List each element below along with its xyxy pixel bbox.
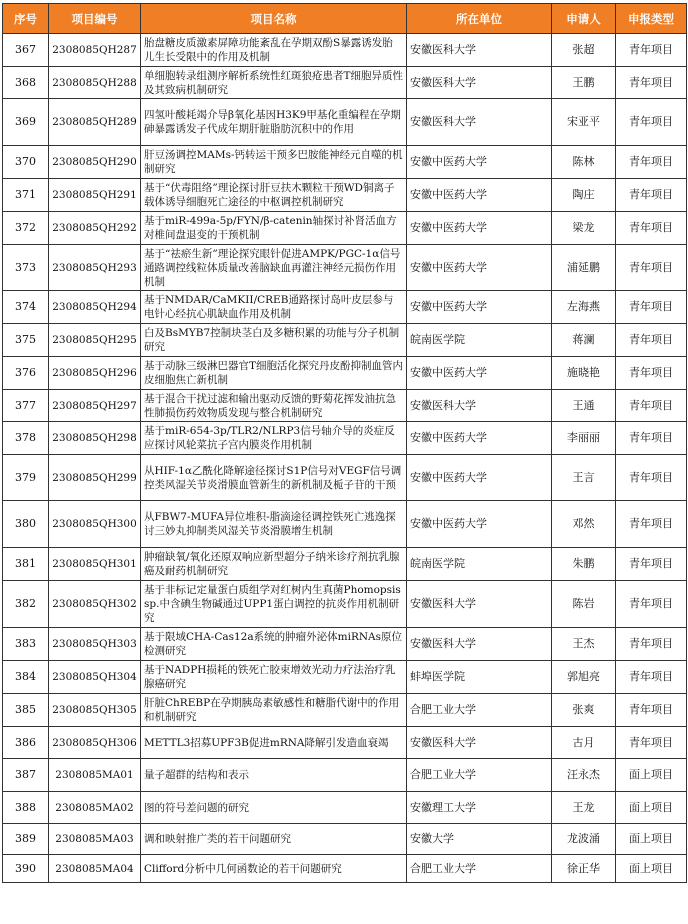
project-code-cell: 2308085MA03 [49, 824, 141, 855]
table-row [3, 855, 687, 883]
applicant-cell: 左海燕 [552, 291, 616, 324]
type-cell: 青年项目 [616, 727, 687, 759]
type-cell: 青年项目 [616, 501, 687, 548]
serial-cell: 384 [3, 661, 49, 694]
unit-cell: 安徽医科大学 [407, 390, 552, 422]
unit-cell: 皖南医学院 [407, 548, 552, 581]
unit-cell: 安徽中医药大学 [407, 146, 552, 179]
type-cell: 青年项目 [616, 179, 687, 212]
header-type: 申报类型 [616, 4, 687, 34]
table-row [3, 34, 687, 67]
type-cell: 面上项目 [616, 792, 687, 824]
type-cell: 青年项目 [616, 67, 687, 99]
table-row [3, 581, 687, 628]
serial-cell: 375 [3, 324, 49, 357]
project-code-cell: 2308085QH293 [49, 245, 141, 291]
type-cell: 青年项目 [616, 34, 687, 67]
table-row [3, 727, 687, 759]
project-name-cell: 从FBW7-MUFA异位堆积-脂滴途径调控铁死亡逃逸探讨三妙丸抑制类风湿关节炎滑膜增生机制 [141, 501, 407, 548]
serial-cell: 382 [3, 581, 49, 628]
unit-cell: 合肥工业大学 [407, 855, 552, 883]
applicant-cell: 徐正华 [552, 855, 616, 883]
unit-cell: 安徽医科大学 [407, 581, 552, 628]
unit-cell: 安徽中医药大学 [407, 455, 552, 501]
project-code-cell: 2308085QH292 [49, 212, 141, 245]
table-row [3, 146, 687, 179]
table-row [3, 245, 687, 291]
unit-cell: 合肥工业大学 [407, 694, 552, 727]
applicant-cell: 邓然 [552, 501, 616, 548]
type-cell: 青年项目 [616, 422, 687, 455]
project-code-cell: 2308085QH295 [49, 324, 141, 357]
type-cell: 青年项目 [616, 245, 687, 291]
header-serial: 序号 [3, 4, 49, 34]
project-name-cell: 图的符号差问题的研究 [141, 792, 407, 824]
applicant-cell: 王言 [552, 455, 616, 501]
table-row [3, 99, 687, 146]
project-code-cell: 2308085MA02 [49, 792, 141, 824]
unit-cell: 安徽中医药大学 [407, 422, 552, 455]
serial-cell: 376 [3, 357, 49, 390]
project-name-cell: 单细胞转录组测序解析系统性红斑狼疮患者T细胞异质性及其致病机制研究 [141, 67, 407, 99]
type-cell: 青年项目 [616, 146, 687, 179]
applicant-cell: 张爽 [552, 694, 616, 727]
type-cell: 青年项目 [616, 581, 687, 628]
applicant-cell: 王杰 [552, 628, 616, 661]
type-cell: 青年项目 [616, 628, 687, 661]
table-row [3, 759, 687, 792]
table-row [3, 548, 687, 581]
serial-cell: 373 [3, 245, 49, 291]
serial-cell: 387 [3, 759, 49, 792]
applicant-cell: 宋亚平 [552, 99, 616, 146]
project-name-cell: 胎盘糖皮质激素屏障功能紊乱在孕期双酚S暴露诱发胎儿生长受限中的作用及机制 [141, 34, 407, 67]
table-row [3, 357, 687, 390]
table-row [3, 455, 687, 501]
serial-cell: 380 [3, 501, 49, 548]
project-code-cell: 2308085QH290 [49, 146, 141, 179]
unit-cell: 安徽理工大学 [407, 792, 552, 824]
type-cell: 面上项目 [616, 855, 687, 883]
project-name-cell: Clifford分析中几何函数论的若干问题研究 [141, 855, 407, 883]
project-name-cell: 基于非标记定量蛋白质组学对红树内生真菌Phomopsis sp.中含碘生物碱通过UPP1蛋白调控的抗炎作用机制研究 [141, 581, 407, 628]
project-code-cell: 2308085QH296 [49, 357, 141, 390]
project-code-cell: 2308085QH291 [49, 179, 141, 212]
project-code-cell: 2308085QH306 [49, 727, 141, 759]
project-code-cell: 2308085QH287 [49, 34, 141, 67]
unit-cell: 安徽中医药大学 [407, 212, 552, 245]
type-cell: 青年项目 [616, 212, 687, 245]
table-row [3, 291, 687, 324]
type-cell: 青年项目 [616, 99, 687, 146]
project-code-cell: 2308085QH300 [49, 501, 141, 548]
table-row [3, 661, 687, 694]
unit-cell: 安徽医科大学 [407, 99, 552, 146]
project-name-cell: 基于miR-499a-5p/FYN/β-catenin轴探讨补肾活血方对椎间盘退变的干预机制 [141, 212, 407, 245]
table-row [3, 422, 687, 455]
applicant-cell: 古月 [552, 727, 616, 759]
project-code-cell: 2308085QH297 [49, 390, 141, 422]
project-name-cell: 从HIF-1α乙酰化降解途径探讨S1P信号对VEGF信号调控类风湿关节炎滑膜血管新生的新机制及栀子苷的干预 [141, 455, 407, 501]
applicant-cell: 陶庄 [552, 179, 616, 212]
applicant-cell: 王龙 [552, 792, 616, 824]
serial-cell: 369 [3, 99, 49, 146]
type-cell: 青年项目 [616, 390, 687, 422]
type-cell: 青年项目 [616, 548, 687, 581]
project-name-cell: 调和映射推广类的若干问题研究 [141, 824, 407, 855]
project-code-cell: 2308085QH303 [49, 628, 141, 661]
table-row [3, 792, 687, 824]
type-cell: 面上项目 [616, 824, 687, 855]
applicant-cell: 王通 [552, 390, 616, 422]
type-cell: 青年项目 [616, 694, 687, 727]
table-row [3, 212, 687, 245]
type-cell: 青年项目 [616, 455, 687, 501]
unit-cell: 安徽医科大学 [407, 727, 552, 759]
header-row [3, 4, 687, 34]
project-code-cell: 2308085QH298 [49, 422, 141, 455]
project-name-cell: 四氢叶酸耗竭介导β氧化基因H3K9甲基化重编程在孕期砷暴露诱发子代成年期肝脏脂肪沉积中的作用 [141, 99, 407, 146]
unit-cell: 安徽大学 [407, 824, 552, 855]
serial-cell: 385 [3, 694, 49, 727]
header-applicant: 申请人 [552, 4, 616, 34]
applicant-cell: 浦延鹏 [552, 245, 616, 291]
project-name-cell: 基于“伏毒阻络”理论探讨肝豆扶木颗粒干预WD铜离子载体诱导细胞死亡途径的中枢调控机制研究 [141, 179, 407, 212]
serial-cell: 390 [3, 855, 49, 883]
applicant-cell: 陈林 [552, 146, 616, 179]
serial-cell: 374 [3, 291, 49, 324]
applicant-cell: 蒋澜 [552, 324, 616, 357]
serial-cell: 367 [3, 34, 49, 67]
applicant-cell: 郭旭亮 [552, 661, 616, 694]
serial-cell: 381 [3, 548, 49, 581]
applicant-cell: 汪永杰 [552, 759, 616, 792]
serial-cell: 371 [3, 179, 49, 212]
project-name-cell: 基于限域CHA-Cas12a系统的肿瘤外泌体miRNAs原位检测研究 [141, 628, 407, 661]
table-row [3, 824, 687, 855]
project-code-cell: 2308085QH299 [49, 455, 141, 501]
table-row [3, 628, 687, 661]
header-project-code: 项目编号 [49, 4, 141, 34]
serial-cell: 379 [3, 455, 49, 501]
project-name-cell: 肝脏ChREBP在孕期胰岛素敏感性和糖脂代谢中的作用和机制研究 [141, 694, 407, 727]
unit-cell: 安徽医科大学 [407, 34, 552, 67]
applicant-cell: 龙波涌 [552, 824, 616, 855]
unit-cell: 合肥工业大学 [407, 759, 552, 792]
project-code-cell: 2308085MA04 [49, 855, 141, 883]
project-name-cell: 量子超群的结构和表示 [141, 759, 407, 792]
serial-cell: 370 [3, 146, 49, 179]
project-name-cell: 基于“祛瘀生新”理论探究眼针促进AMPK/PGC-1α信号通路调控线粒体质量改善脑缺血再灌注神经元损伤作用机制 [141, 245, 407, 291]
serial-cell: 377 [3, 390, 49, 422]
table-row [3, 694, 687, 727]
unit-cell: 安徽中医药大学 [407, 291, 552, 324]
project-name-cell: 基于混合干扰过滤和输出驱动反馈的野菊花挥发油抗急性肺损伤药效物质发现与整合机制研究 [141, 390, 407, 422]
serial-cell: 378 [3, 422, 49, 455]
unit-cell: 安徽医科大学 [407, 67, 552, 99]
unit-cell: 皖南医学院 [407, 324, 552, 357]
project-name-cell: 肝豆汤调控MAMs-钙转运干预多巴胺能神经元自噬的机制研究 [141, 146, 407, 179]
unit-cell: 安徽中医药大学 [407, 179, 552, 212]
project-code-cell: 2308085QH301 [49, 548, 141, 581]
applicant-cell: 张超 [552, 34, 616, 67]
project-code-cell: 2308085QH305 [49, 694, 141, 727]
table-row [3, 179, 687, 212]
type-cell: 青年项目 [616, 291, 687, 324]
applicant-cell: 朱鹏 [552, 548, 616, 581]
project-name-cell: 基于动脉三级淋巴器官T细胞活化探究丹皮酚抑制血管内皮细胞焦亡新机制 [141, 357, 407, 390]
unit-cell: 安徽医科大学 [407, 628, 552, 661]
header-unit: 所在单位 [407, 4, 552, 34]
type-cell: 青年项目 [616, 324, 687, 357]
project-name-cell: 白及BsMYB7控制块茎白及多糖积累的功能与分子机制研究 [141, 324, 407, 357]
serial-cell: 368 [3, 67, 49, 99]
applicant-cell: 王鹏 [552, 67, 616, 99]
serial-cell: 372 [3, 212, 49, 245]
header-project-name: 项目名称 [141, 4, 407, 34]
type-cell: 面上项目 [616, 759, 687, 792]
serial-cell: 388 [3, 792, 49, 824]
applicant-cell: 施晓艳 [552, 357, 616, 390]
project-code-cell: 2308085QH304 [49, 661, 141, 694]
unit-cell: 蚌埠医学院 [407, 661, 552, 694]
project-code-cell: 2308085QH294 [49, 291, 141, 324]
applicant-cell: 梁龙 [552, 212, 616, 245]
project-name-cell: 基于NMDAR/CaMKII/CREB通路探讨岛叶皮层参与电针心经抗心肌缺血作用及机制 [141, 291, 407, 324]
table-row [3, 324, 687, 357]
applicant-cell: 陈岩 [552, 581, 616, 628]
project-name-cell: 基于NADPH损耗的铁死亡胶束增效光动力疗法治疗乳腺癌研究 [141, 661, 407, 694]
project-code-cell: 2308085QH289 [49, 99, 141, 146]
table-row [3, 67, 687, 99]
unit-cell: 安徽中医药大学 [407, 245, 552, 291]
project-name-cell: METTL3招募UPF3B促进mRNA降解引发造血衰竭 [141, 727, 407, 759]
unit-cell: 安徽中医药大学 [407, 357, 552, 390]
project-name-cell: 基于miR-654-3p/TLR2/NLRP3信号轴介导的炎症反应探讨风轮菜抗子宫内膜炎作用机制 [141, 422, 407, 455]
serial-cell: 389 [3, 824, 49, 855]
project-code-cell: 2308085MA01 [49, 759, 141, 792]
project-name-cell: 肿瘤缺氧/氧化还原双响应新型超分子纳米诊疗剂抗乳腺癌及耐药机制研究 [141, 548, 407, 581]
type-cell: 青年项目 [616, 661, 687, 694]
table-row [3, 501, 687, 548]
type-cell: 青年项目 [616, 357, 687, 390]
project-table [2, 3, 687, 883]
table-row [3, 390, 687, 422]
serial-cell: 386 [3, 727, 49, 759]
unit-cell: 安徽中医药大学 [407, 501, 552, 548]
project-code-cell: 2308085QH288 [49, 67, 141, 99]
applicant-cell: 李丽丽 [552, 422, 616, 455]
project-code-cell: 2308085QH302 [49, 581, 141, 628]
serial-cell: 383 [3, 628, 49, 661]
